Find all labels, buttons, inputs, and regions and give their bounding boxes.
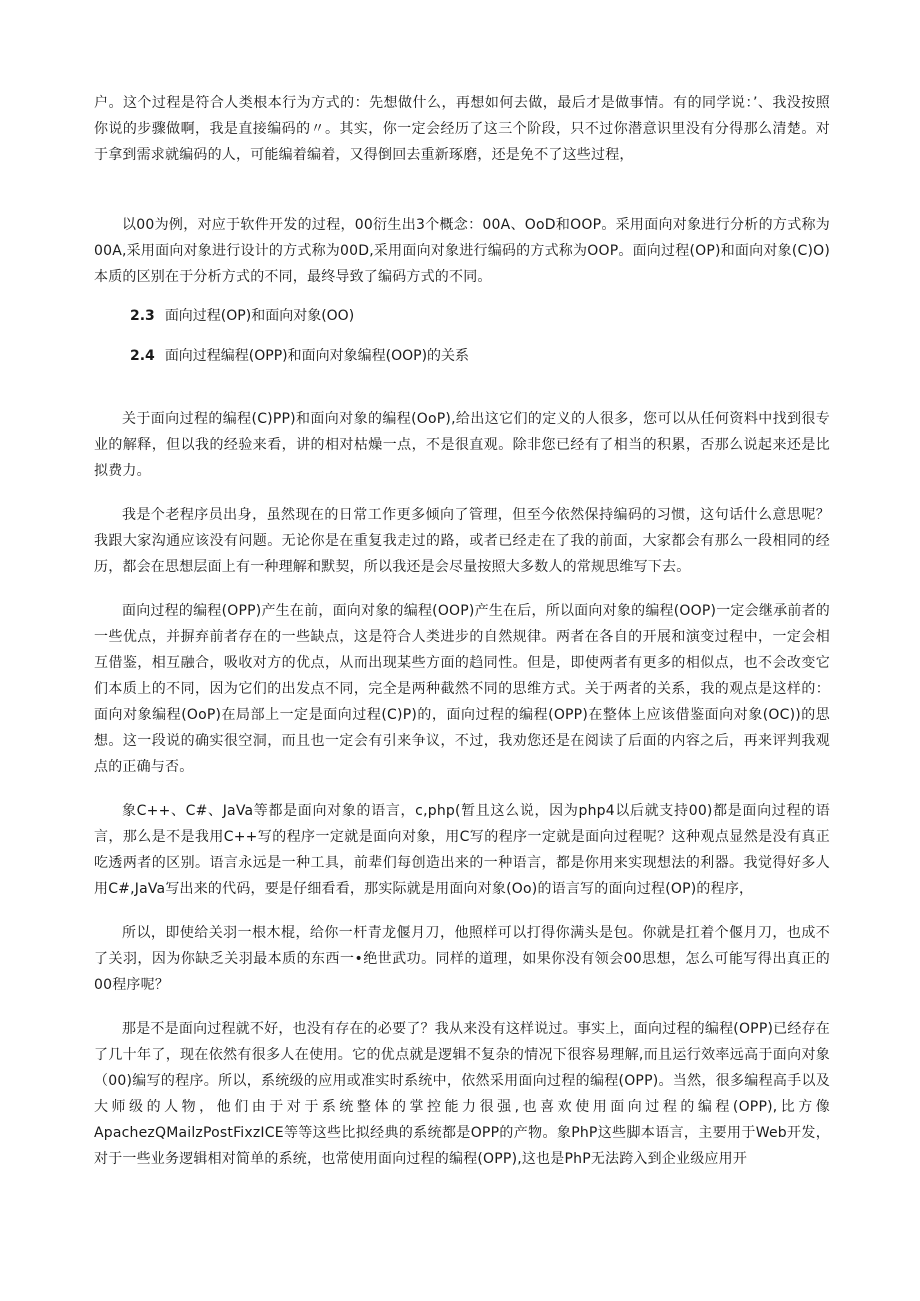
section-heading-2-4 xyxy=(94,344,830,368)
section-number: 2.4 xyxy=(130,348,155,364)
paragraph-languages: 象C++、C#、JaVa等都是面向对象的语言，c,php(暂且这么说，因为php4以后就支持00)都是面向过程的语言，那么是不是我用C++写的程序一定就是面向对象，用C写的程序一定就是面向过程呢？这种观点显然是没有真正吃透两者的区别。语言永远是一种工具，前辈们每创造出来的一种语言，都是你用来实现想法的利器。我觉得好多人用C#,JaVa写出来的代码，要是仔细看看，那实际就是用面向对象(Oo)的语言写的面向过程(OP)的程序， xyxy=(94,803,830,897)
spacer xyxy=(94,580,830,598)
spacer xyxy=(94,168,830,212)
section-heading-2-3 xyxy=(94,304,830,328)
paragraph-author-background: 我是个老程序员出身，虽然现在的日常工作更多倾向了管理，但至今依然保持编码的习惯，这句话什么意思呢？我跟大家沟通应该没有问题。无论你是在重复我走过的路，或者已经走在了我的前面，大家都会有那么一段相同的经历，都会在思想层面上有一种理解和默契，所以我还是会尽量按照大多数人的常规思维写下去。 xyxy=(94,507,830,575)
spacer xyxy=(94,998,830,1016)
paragraph-opp-advantages: 那是不是面向过程就不好，也没有存在的必要了？我从来没有这样说过。事实上，面向过程的编程(OPP)已经存在了几十年了，现在依然有很多人在使用。它的优点就是逻辑不复杂的情况下很容易理解,而且运行效率远高于面向对象（00)编写的程序。所以，系统级的应用或准实时系统中，依然采用面向过程的编程(OPP)。当然，很多编程高手以及大师级的人物，他们由于对于系统整体的掌控能力很强,也喜欢使用面向过程的编程(OPP),比方像ApachezQMailzPostFixzICE等等这些比拟经典的系统都是OPP的产物。象PhP这些脚本语言，主要用于Web开发，对于一些业务逻辑相对简单的系统，也常使用面向过程的编程(OPP),这也是PhP无法跨入到企业级应用开 xyxy=(94,1021,830,1167)
paragraph-oo-concepts: 以00为例，对应于软件开发的过程，00衍生出3个概念：00A、OoD和OOP。采用面向对象进行分析的方式称为00A,采用面向对象进行设计的方式称为00D,采用面向对象进行编码的方式称为OOP。面向过程(OP)和面向对象(C)O)本质的区别在于分析方式的不同，最终导致了编码方式的不同。 xyxy=(94,217,830,285)
section-title: 面向过程编程(OPP)和面向对象编程(OOP)的关系 xyxy=(164,348,470,364)
section-title: 面向过程(OP)和面向对象(OO) xyxy=(164,308,355,324)
paragraph-opp-vs-oop: 面向过程的编程(OPP)产生在前，面向对象的编程(OOP)产生在后，所以面向对象的编程(OOP)一定会继承前者的一些优点，并摒弃前者存在的一些缺点，这是符合人类进步的自然规律。两者在各自的开展和演变过程中，一定会相互借鉴，相互融合，吸收对方的优点，从而出现某些方面的趋同性。但是，即使两者有更多的相似点，也不会改变它们本质上的不同，因为它们的出发点不同，完全是两种截然不同的思维方式。关于两者的关系，我的观点是这样的：面向对象编程(OoP)在局部上一定是面向过程(C)P)的，面向过程的编程(OPP)在整体上应该借鉴面向对象(OC))的思想。这一段说的确实很空洞，而且也一定会有引来争议，不过，我劝您还是在阅读了后面的内容之后，再来评判我观点的正确与否。 xyxy=(94,603,830,775)
spacer xyxy=(94,902,830,920)
spacer xyxy=(94,290,830,304)
paragraph-definitions: 关于面向过程的编程(C)PP)和面向对象的编程(OoP),给出这它们的定义的人很多，您可以从任何资料中找到很专业的解释，但以我的经验来看，讲的相对枯燥一点，不是很直观。除非您已经有了相当的积累，否那么说起来还是比拟费力。 xyxy=(94,411,830,479)
section-number: 2.3 xyxy=(130,308,155,324)
spacer xyxy=(94,484,830,502)
paragraph-intro-continued: 户。这个过程是符合人类根本行为方式的：先想做什么，再想如何去做，最后才是做事情。有的同学说：’、我没按照你说的步骤做啊，我是直接编码的〃。其实，你一定会经历了这三个阶段，只不过你潜意识里没有分得那么清楚。对于拿到需求就编码的人，可能编着编着，又得倒回去重新琢磨，还是免不了这些过程， xyxy=(94,95,830,163)
spacer xyxy=(94,328,830,344)
paragraph-guan-yu-analogy: 所以，即使给关羽一根木棍，给你一杆青龙偃月刀，他照样可以打得你满头是包。你就是扛着个偃月刀，也成不了关羽，因为你缺乏关羽最本质的东西一•绝世武功。同样的道理，如果你没有领会00思想，怎么可能写得出真正的00程序呢？ xyxy=(94,925,830,993)
document-page xyxy=(94,90,830,1172)
spacer xyxy=(94,780,830,798)
spacer xyxy=(94,368,830,406)
